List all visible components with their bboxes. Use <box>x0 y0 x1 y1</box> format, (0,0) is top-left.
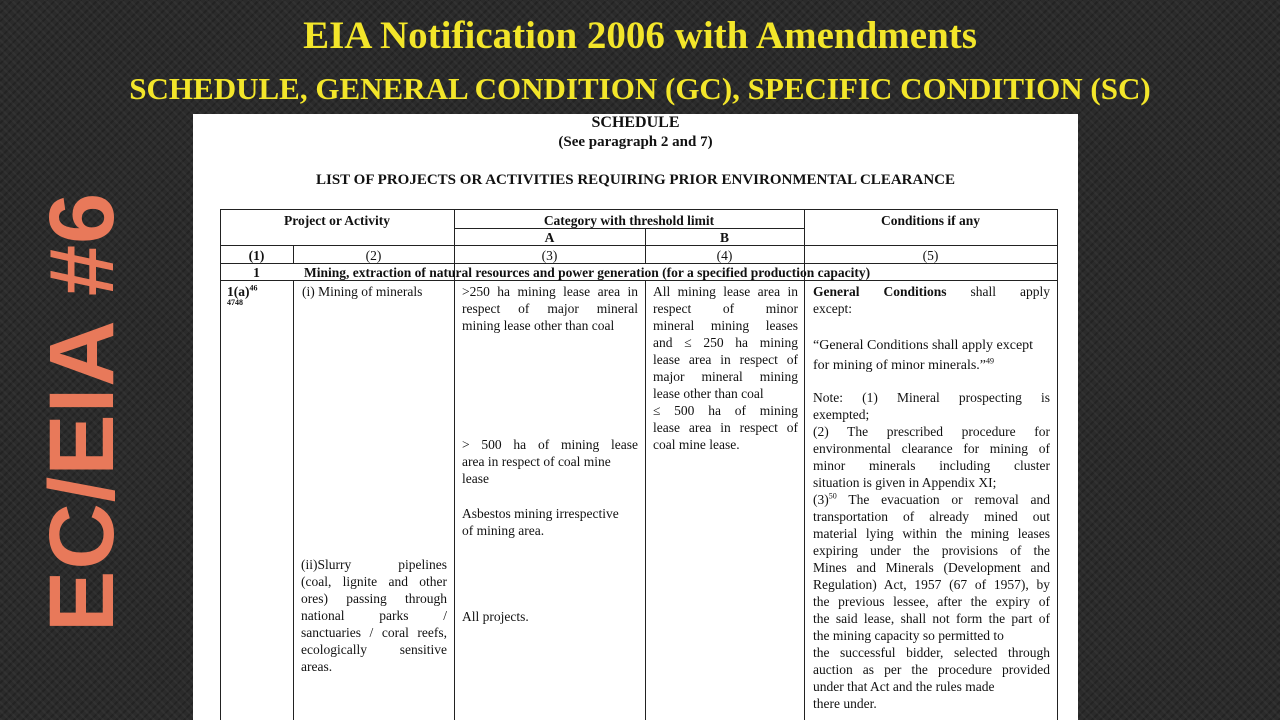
note-line: the successful bidder, selected through <box>813 645 1050 660</box>
note-line: material lying within the mining leases <box>813 526 1050 541</box>
slurry-line: sanctuaries / coral reefs, <box>301 625 447 640</box>
note-line: minor minerals including cluster <box>813 458 1050 473</box>
list-title: LIST OF PROJECTS OR ACTIVITIES REQUIRING PRIOR ENVIRONMENTAL CLEARANCE <box>315 172 955 188</box>
note-line: there under. <box>813 696 877 711</box>
cat-a-line: lease <box>462 471 489 486</box>
cat-b-line: major mineral mining <box>653 369 798 384</box>
cat-a-line: > 500 ha of mining lease <box>462 437 638 452</box>
note-line: transportation of already mined out <box>813 509 1050 524</box>
cat-a-all-projects: All projects. <box>462 609 529 624</box>
item-mining-minerals: (i) Mining of minerals <box>302 284 423 299</box>
cat-a-line: area in respect of coal mine <box>462 454 611 469</box>
cat-a-line: Asbestos mining irrespective <box>462 506 619 521</box>
col-num-1: (1) <box>248 248 265 263</box>
cat-b-line: lease area in respect of <box>653 352 798 367</box>
slurry-line: areas. <box>301 659 333 674</box>
slurry-line: national parks / <box>301 608 447 623</box>
cat-b-line: mineral mining leases <box>653 318 798 333</box>
cat-a-line: mining lease other than coal <box>462 318 615 333</box>
video-subtitle: SCHEDULE, GENERAL CONDITION (GC), SPECIFIC CONDITION (SC) <box>129 71 1151 106</box>
schedule-title: SCHEDULE <box>591 114 680 131</box>
document-page <box>193 114 1078 720</box>
header-category: Category with threshold limit <box>543 213 715 228</box>
header-b: B <box>719 230 729 245</box>
cat-b-line: lease other than coal <box>653 386 764 401</box>
header-conditions: Conditions if any <box>880 213 981 228</box>
header-project: Project or Activity <box>284 213 390 228</box>
slurry-line: ores) passing through <box>301 591 447 606</box>
cat-a-line: >250 ha mining lease area in <box>462 284 638 299</box>
cat-a-coal <box>462 436 638 487</box>
gc-line <box>813 283 1050 300</box>
table-border-top <box>220 209 1058 210</box>
cat-a-line: respect of major mineral <box>462 301 638 316</box>
cat-b-line: ≤ 500 ha of mining <box>653 403 798 418</box>
note3-footnote: 50 <box>828 491 837 501</box>
slurry-line: (coal, lignite and other <box>301 574 447 589</box>
col-num-4: (4) <box>716 248 733 263</box>
gc-bold: General Conditions <box>813 284 947 299</box>
cat-b-text <box>653 283 798 453</box>
quote-text: for mining of minor minerals.” <box>813 358 987 373</box>
table-line-col1 <box>293 280 294 720</box>
cat-b-line: coal mine lease. <box>653 437 740 452</box>
note-line: the previous lessee, after the expiry of <box>813 594 1050 609</box>
note-line: the said lease, shall not form the part of <box>813 611 1050 626</box>
note-line: expiring under the provisions of the <box>813 543 1050 558</box>
note-line: environmental clearance for mining of <box>813 441 1050 456</box>
note-line: exempted; <box>813 407 870 422</box>
cat-b-line: and ≤ 250 ha mining <box>653 335 798 350</box>
note-line: auction as per the procedure provided <box>813 662 1050 677</box>
table-border-right <box>1057 209 1058 720</box>
cat-b-line: All mining lease area in <box>653 284 798 299</box>
video-title: EIA Notification 2006 with Amendments <box>303 14 977 57</box>
note-line: Regulation) Act, 1957 (67 of 1957), by <box>813 577 1050 592</box>
slurry-line: (ii)Slurry pipelines <box>301 557 447 572</box>
section-title: Mining, extraction of natural resources and power generation (for a specified production capacity) <box>304 265 871 280</box>
side-label-text: EC/EIA #6 <box>31 191 133 632</box>
note-line: Mines and Minerals (Development and <box>813 560 1050 575</box>
quote-line <box>813 356 1050 376</box>
quote-line: “General Conditions shall apply except <box>813 338 1034 353</box>
item-id-text: 1(a) <box>227 284 250 299</box>
note-line: Note: (1) Mineral prospecting is <box>813 390 1050 405</box>
item-footnote-refs: 4748 <box>227 298 243 307</box>
note-line: the mining capacity so permitted to <box>813 628 1004 643</box>
note-line: under that Act and the rules made <box>813 679 995 694</box>
item-id-footnote: 46 <box>249 283 258 293</box>
note-line: (2) The prescribed procedure for <box>813 424 1050 439</box>
conditions-text <box>813 283 1050 712</box>
cat-a-line: of mining area. <box>462 523 545 538</box>
schedule-subtitle: (See paragraph 2 and 7) <box>558 134 713 150</box>
table-line-col3 <box>645 280 646 720</box>
note3-prefix: (3) <box>813 492 829 507</box>
cat-b-line: lease area in respect of <box>653 420 798 435</box>
col-num-5: (5) <box>922 248 939 263</box>
slurry-line: ecologically sensitive <box>301 642 447 657</box>
note3-first: The evacuation or removal and <box>836 492 1050 507</box>
col-num-2: (2) <box>365 248 382 263</box>
cat-a-major-mineral <box>462 283 638 334</box>
col-num-3: (3) <box>541 248 558 263</box>
item-slurry-pipelines <box>301 556 447 675</box>
note-line <box>813 491 1050 508</box>
quote-footnote: 49 <box>986 356 995 366</box>
table-line-col4 <box>804 209 805 720</box>
header-a: A <box>544 230 555 245</box>
cat-b-line: respect of minor <box>653 301 798 316</box>
gc-rest: shall apply <box>946 284 1050 299</box>
section-number: 1 <box>253 265 260 280</box>
table-line-col2 <box>454 209 455 720</box>
gc-line: except: <box>813 301 852 316</box>
cat-a-asbestos <box>462 505 638 539</box>
table-border-left <box>220 209 221 720</box>
note-line: situation is given in Appendix XI; <box>813 475 997 490</box>
